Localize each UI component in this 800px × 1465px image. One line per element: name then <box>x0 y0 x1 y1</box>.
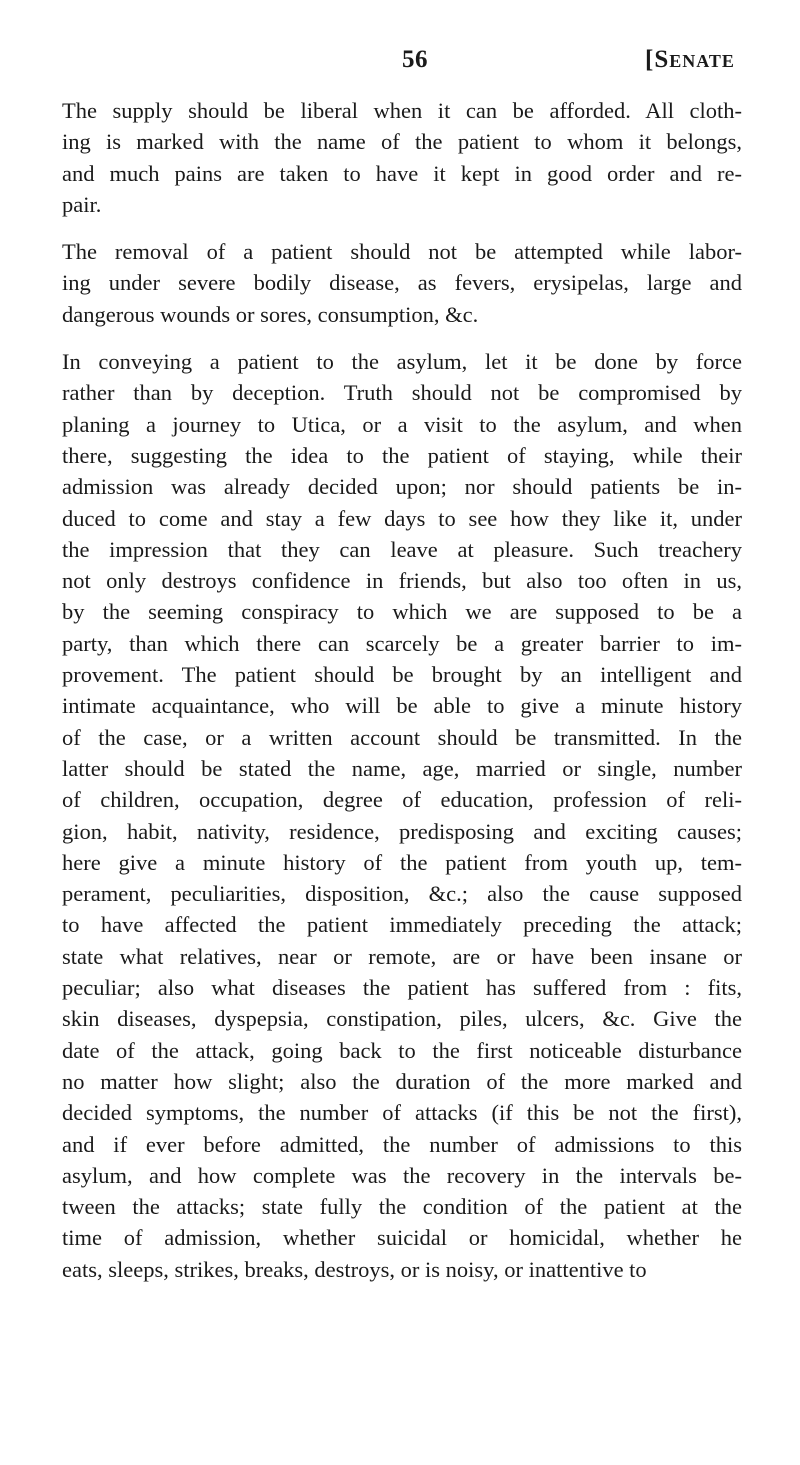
page-header <box>0 46 800 86</box>
text-line: duced to come and stay a few days to see how they like it, under <box>62 505 742 531</box>
text-line: here give a minute history of the patient from youth up, tem- <box>62 849 742 875</box>
text-line: party, than which there can scarcely be a greater barrier to im- <box>62 630 742 656</box>
page-number: 56 <box>402 46 428 73</box>
text-line: perament, peculiarities, disposition, &c.; also the cause supposed <box>62 881 742 907</box>
text-line: pair. <box>62 191 102 217</box>
text-line: The supply should be liberal when it can be afforded. All cloth- <box>62 98 742 123</box>
text-line: of children, occupation, degree of education, profession of reli- <box>62 787 742 813</box>
paragraph <box>62 95 742 220</box>
text-line: peculiar; also what diseases the patient has suffered from : fits, <box>62 975 742 1001</box>
text-line: no matter how slight; also the duration of the more marked and <box>62 1068 742 1094</box>
text-line: planing a journey to Utica, or a visit to the asylum, and when <box>62 411 742 437</box>
text-line: to have affected the patient immediately preceding the attack; <box>62 912 742 938</box>
text-line: date of the attack, going back to the first noticeable disturbance <box>62 1037 742 1063</box>
text-line: and much pains are taken to have it kept in good order and re- <box>62 160 742 186</box>
text-line: there, suggesting the idea to the patient of staying, while their <box>62 442 742 468</box>
body-text <box>62 95 742 1301</box>
text-line: skin diseases, dyspepsia, constipation, piles, ulcers, &c. Give the <box>62 1006 742 1032</box>
text-line: tween the attacks; state fully the condition of the patient at the <box>62 1194 742 1220</box>
text-line: the impression that they can leave at pleasure. Such treachery <box>62 536 742 562</box>
text-line: not only destroys confidence in friends, but also too often in us, <box>62 568 742 594</box>
text-line: and if ever before admitted, the number of admissions to this <box>62 1131 742 1157</box>
text-line: of the case, or a written account should be transmitted. In the <box>62 724 742 750</box>
text-line: intimate acquaintance, who will be able to give a minute history <box>62 693 742 719</box>
text-line: ing is marked with the name of the patient to whom it belongs, <box>62 129 742 155</box>
text-line: dangerous wounds or sores, consumption, &c. <box>62 301 479 327</box>
text-line: In conveying a patient to the asylum, let it be done by force <box>62 349 742 375</box>
text-line: decided symptoms, the number of attacks (if this be not the first), <box>62 1100 742 1126</box>
text-line: ing under severe bodily disease, as fevers, erysipelas, large and <box>62 270 742 296</box>
text-line: latter should be stated the name, age, married or single, number <box>62 755 742 781</box>
text-line: admission was already decided upon; nor should patients be in- <box>62 474 742 500</box>
text-line: gion, habit, nativity, residence, predisposing and exciting causes; <box>62 818 742 844</box>
paragraph <box>62 346 742 1285</box>
text-line: by the seeming conspiracy to which we are supposed to be a <box>62 599 742 625</box>
text-line: time of admission, whether suicidal or homicidal, whether he <box>62 1225 742 1251</box>
text-line: provement. The patient should be brought by an intelligent and <box>62 662 742 688</box>
running-head: [Senate <box>645 46 735 73</box>
text-line: The removal of a patient should not be attempted while labor- <box>62 239 742 265</box>
text-line: rather than by deception. Truth should not be compromised by <box>62 380 742 406</box>
text-line: state what relatives, near or remote, are or have been insane or <box>62 943 742 969</box>
text-line: asylum, and how complete was the recovery in the intervals be- <box>62 1162 742 1188</box>
text-line: eats, sleeps, strikes, breaks, destroys, or is noisy, or inattentive to <box>62 1256 647 1282</box>
paragraph <box>62 236 742 330</box>
